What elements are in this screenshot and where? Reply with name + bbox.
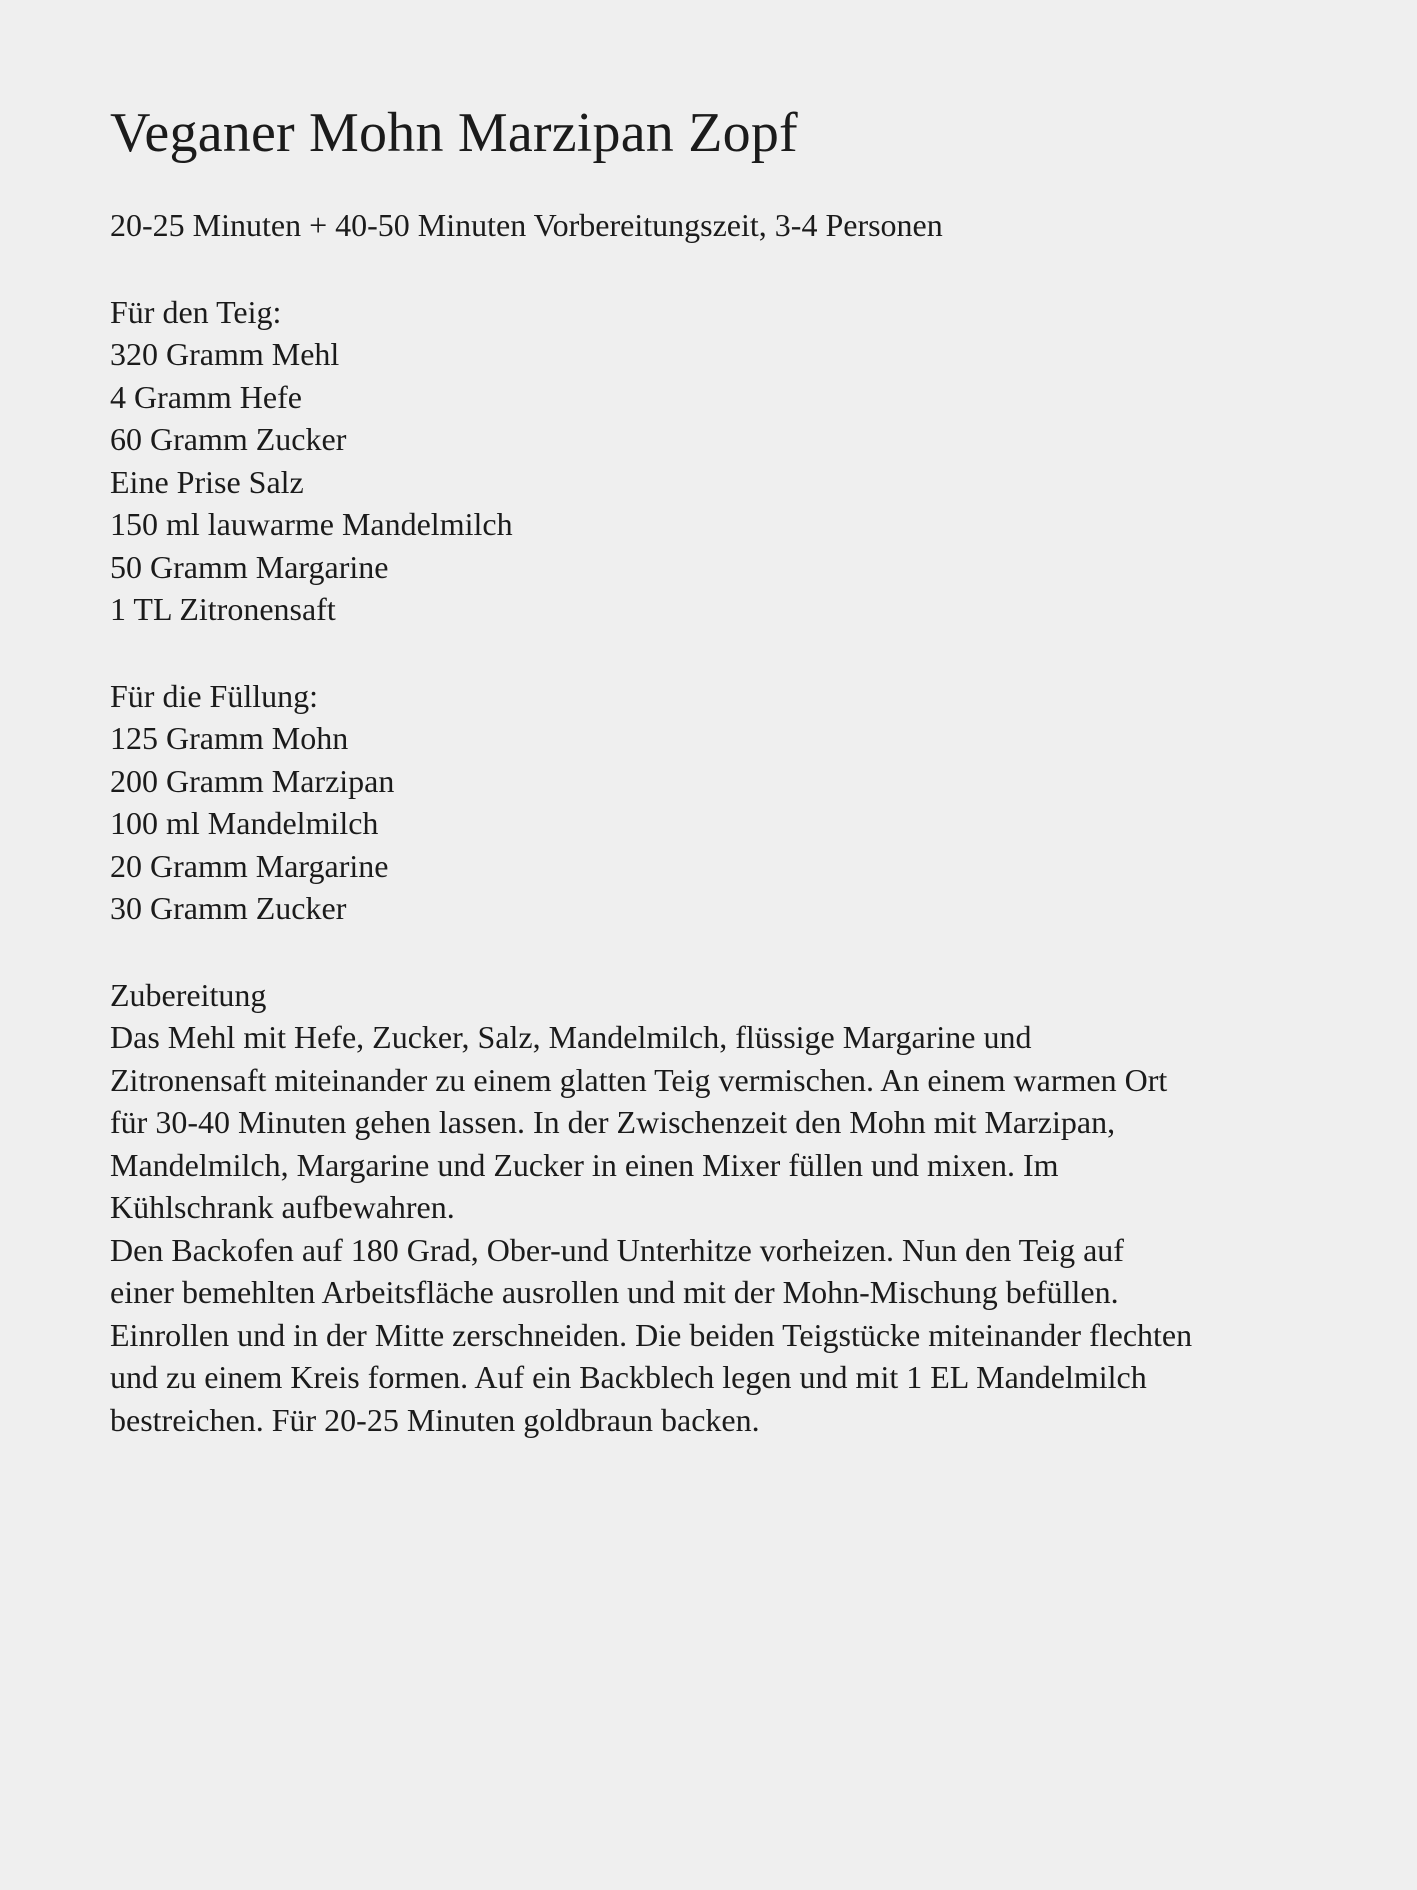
recipe-page bbox=[110, 100, 1330, 1441]
ingredient-item: 1 TL Zitronensaft bbox=[110, 591, 336, 628]
preparation-heading: Zubereitung bbox=[110, 976, 267, 1013]
filling-heading: Für die Füllung: bbox=[110, 677, 319, 714]
ingredient-item: 200 Gramm Marzipan bbox=[110, 762, 395, 799]
filling-section bbox=[110, 675, 1330, 930]
dough-heading: Für den Teig: bbox=[110, 293, 282, 330]
ingredient-item: 4 Gramm Hefe bbox=[110, 378, 302, 415]
ingredient-item: 125 Gramm Mohn bbox=[110, 720, 349, 757]
ingredient-item: 150 ml lauwarme Mandelmilch bbox=[110, 506, 513, 543]
ingredient-item: 100 ml Mandelmilch bbox=[110, 805, 379, 842]
page-title: Veganer Mohn Marzipan Zopf bbox=[110, 102, 798, 164]
preparation-paragraph: Das Mehl mit Hefe, Zucker, Salz, Mandelmilch, flüssige Margarine und Zitronensaft miteinander zu einem glatten Teig vermischen. An einem warmen Ort für 30-40 Minuten gehen lassen. In der Zwischenzeit den Mohn mit Marzipan, Mandelmilch, Margarine und Zucker in einen Mixer füllen und mixen. Im Kühlschrank aufbewahren. bbox=[110, 1019, 1168, 1226]
ingredient-item: 50 Gramm Margarine bbox=[110, 548, 389, 585]
recipe-meta: 20-25 Minuten + 40-50 Minuten Vorbereitungszeit, 3-4 Personen bbox=[110, 207, 943, 244]
ingredient-item: 320 Gramm Mehl bbox=[110, 336, 340, 373]
ingredient-item: 60 Gramm Zucker bbox=[110, 421, 347, 458]
preparation-paragraph: Den Backofen auf 180 Grad, Ober-und Unterhitze vorheizen. Nun den Teig auf einer bemehlten Arbeitsfläche ausrollen und mit der Mohn-Mischung befüllen. Einrollen und in der Mitte zerschneiden. Die beiden Teigstücke miteinander flechten und zu einem Kreis formen. Auf ein Backblech legen und mit 1 EL Mandelmilch bestreichen. Für 20-25 Minuten goldbraun backen. bbox=[110, 1231, 1193, 1438]
preparation-section bbox=[110, 974, 1330, 1442]
ingredient-item: Eine Prise Salz bbox=[110, 463, 304, 500]
ingredient-item: 20 Gramm Margarine bbox=[110, 847, 389, 884]
dough-section bbox=[110, 291, 1330, 631]
ingredient-item: 30 Gramm Zucker bbox=[110, 890, 347, 927]
